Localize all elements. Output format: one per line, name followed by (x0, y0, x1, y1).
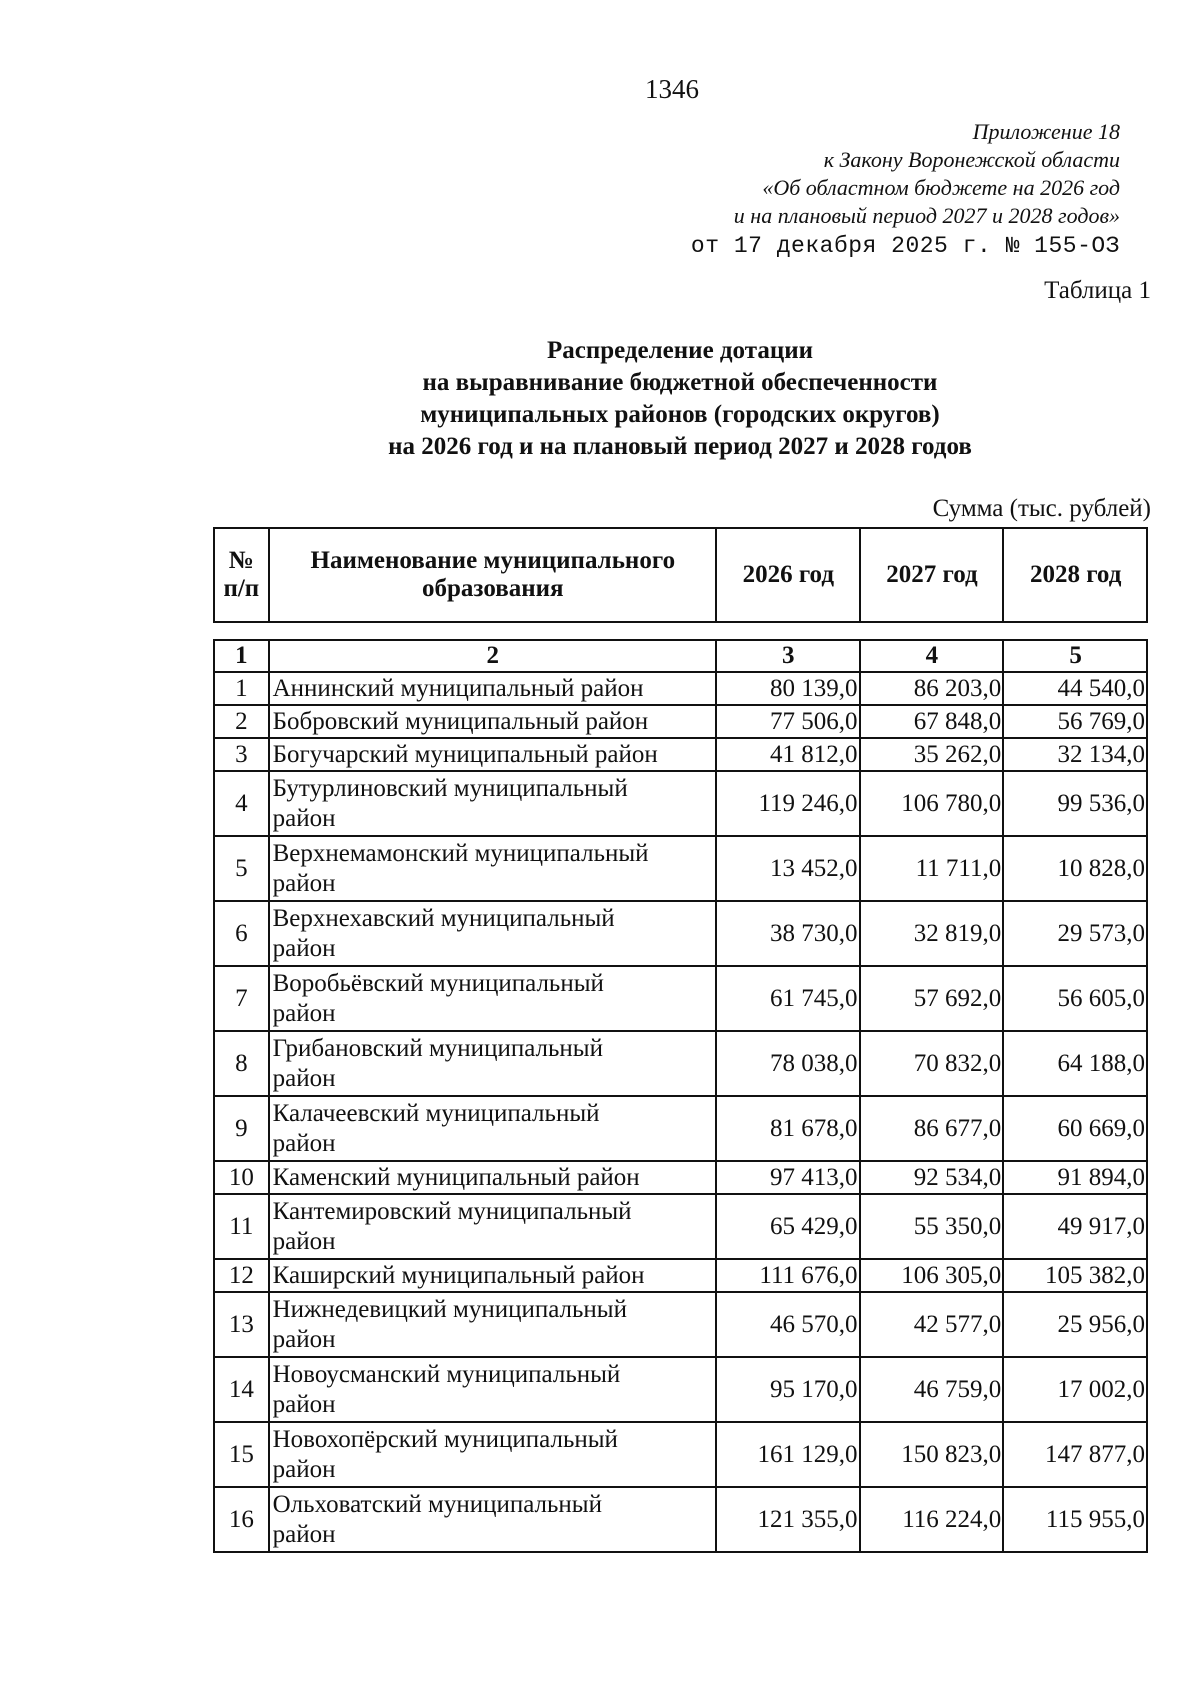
column-number: 1 (214, 640, 269, 672)
appendix-line: Приложение 18 (972, 119, 1120, 144)
law-date: от 17 декабря 2025 г. № 155-ОЗ (690, 233, 1120, 259)
row-number: 15 (214, 1422, 269, 1487)
value-2028: 147 877,0 (1003, 1422, 1147, 1487)
row-number: 6 (214, 901, 269, 966)
value-2026: 77 506,0 (716, 705, 860, 738)
municipality-name (269, 1161, 716, 1194)
row-number: 5 (214, 836, 269, 901)
value-2026: 38 730,0 (716, 901, 860, 966)
municipality-name-line: Бутурлиновский муниципальный (272, 774, 628, 802)
table-row (214, 966, 1147, 1031)
municipality-name-line: район (272, 1227, 336, 1255)
municipality-name-line: Богучарский муниципальный район (272, 740, 658, 768)
value-2028: 64 188,0 (1003, 1031, 1147, 1096)
municipality-name (269, 705, 716, 738)
data-table (213, 639, 1148, 1553)
column-number: 5 (1003, 640, 1147, 672)
municipality-name-line: район (272, 1455, 336, 1483)
column-number: 2 (269, 640, 716, 672)
value-2028: 91 894,0 (1003, 1161, 1147, 1194)
value-2026: 61 745,0 (716, 966, 860, 1031)
table-row (214, 1259, 1147, 1292)
table-row (214, 1161, 1147, 1194)
value-2027: 116 224,0 (860, 1487, 1004, 1552)
value-2027: 35 262,0 (860, 738, 1004, 771)
value-2026: 119 246,0 (716, 771, 860, 836)
municipality-name (269, 1096, 716, 1161)
column-number-row (214, 640, 1147, 672)
column-number: 3 (716, 640, 860, 672)
row-number: 8 (214, 1031, 269, 1096)
value-2027: 46 759,0 (860, 1357, 1004, 1422)
table-row (214, 705, 1147, 738)
value-2028: 105 382,0 (1003, 1259, 1147, 1292)
table-row (214, 771, 1147, 836)
row-number: 1 (214, 672, 269, 705)
municipality-name-line: район (272, 869, 336, 897)
value-2026: 97 413,0 (716, 1161, 860, 1194)
appendix-line: и на плановый период 2027 и 2028 годов» (733, 203, 1120, 228)
municipality-name (269, 771, 716, 836)
value-2028: 60 669,0 (1003, 1096, 1147, 1161)
municipality-name (269, 1422, 716, 1487)
table-label: Таблица 1 (1044, 277, 1151, 304)
value-2028: 25 956,0 (1003, 1292, 1147, 1357)
header-2027: 2027 год (860, 528, 1004, 622)
table-row (214, 1096, 1147, 1161)
value-2026: 78 038,0 (716, 1031, 860, 1096)
value-2027: 67 848,0 (860, 705, 1004, 738)
municipality-name-line: Новохопёрский муниципальный (272, 1425, 618, 1453)
municipality-name (269, 1487, 716, 1552)
row-number: 16 (214, 1487, 269, 1552)
municipality-name (269, 966, 716, 1031)
title-line: муниципальных районов (городских округов) (420, 401, 940, 428)
value-2026: 80 139,0 (716, 672, 860, 705)
value-2026: 46 570,0 (716, 1292, 860, 1357)
municipality-name (269, 738, 716, 771)
municipality-name-line: Каменский муниципальный район (272, 1163, 640, 1191)
municipality-name-line: Бобровский муниципальный район (272, 707, 649, 735)
value-2027: 106 305,0 (860, 1259, 1004, 1292)
value-2026: 81 678,0 (716, 1096, 860, 1161)
municipality-name-line: район (272, 934, 336, 962)
value-2026: 161 129,0 (716, 1422, 860, 1487)
value-2027: 55 350,0 (860, 1194, 1004, 1259)
municipality-name (269, 901, 716, 966)
value-2026: 13 452,0 (716, 836, 860, 901)
row-number: 2 (214, 705, 269, 738)
table-row (214, 1422, 1147, 1487)
row-number: 9 (214, 1096, 269, 1161)
municipality-name-line: Каширский муниципальный район (272, 1261, 645, 1289)
table-row (214, 1357, 1147, 1422)
value-2028: 32 134,0 (1003, 738, 1147, 771)
municipality-name (269, 836, 716, 901)
municipality-name-line: Калачеевский муниципальный (272, 1099, 600, 1127)
municipality-name (269, 1292, 716, 1357)
header-num: № п/п (214, 528, 269, 622)
municipality-name-line: район (272, 999, 336, 1027)
value-2028: 56 605,0 (1003, 966, 1147, 1031)
table-row (214, 672, 1147, 705)
value-2028: 56 769,0 (1003, 705, 1147, 738)
row-number: 4 (214, 771, 269, 836)
units-label: Сумма (тыс. рублей) (932, 495, 1151, 522)
appendix-line: к Закону Воронежской области (823, 147, 1120, 172)
row-number: 10 (214, 1161, 269, 1194)
title-line: на выравнивание бюджетной обеспеченности (422, 369, 938, 396)
value-2026: 41 812,0 (716, 738, 860, 771)
row-number: 14 (214, 1357, 269, 1422)
municipality-name (269, 1031, 716, 1096)
row-number: 3 (214, 738, 269, 771)
value-2027: 42 577,0 (860, 1292, 1004, 1357)
table-row (214, 1194, 1147, 1259)
value-2028: 10 828,0 (1003, 836, 1147, 901)
row-number: 11 (214, 1194, 269, 1259)
value-2028: 29 573,0 (1003, 901, 1147, 966)
value-2026: 121 355,0 (716, 1487, 860, 1552)
title-line: на 2026 год и на плановый период 2027 и 2028 годов (388, 433, 972, 460)
value-2027: 150 823,0 (860, 1422, 1004, 1487)
value-2027: 86 677,0 (860, 1096, 1004, 1161)
row-number: 7 (214, 966, 269, 1031)
table-row (214, 901, 1147, 966)
value-2026: 95 170,0 (716, 1357, 860, 1422)
municipality-name-line: Аннинский муниципальный район (272, 674, 644, 702)
table-row (214, 1031, 1147, 1096)
value-2028: 99 536,0 (1003, 771, 1147, 836)
value-2027: 57 692,0 (860, 966, 1004, 1031)
appendix-line: «Об областном бюджете на 2026 год (762, 175, 1120, 200)
municipality-name-line: район (272, 804, 336, 832)
header-name: Наименование муниципального образования (269, 528, 716, 622)
municipality-name-line: район (272, 1390, 336, 1418)
value-2027: 32 819,0 (860, 901, 1004, 966)
value-2027: 106 780,0 (860, 771, 1004, 836)
municipality-name-line: район (272, 1064, 336, 1092)
value-2026: 65 429,0 (716, 1194, 860, 1259)
table-row (214, 1487, 1147, 1552)
value-2027: 70 832,0 (860, 1031, 1004, 1096)
row-number: 13 (214, 1292, 269, 1357)
municipality-name-line: Кантемировский муниципальный (272, 1197, 632, 1225)
value-2026: 111 676,0 (716, 1259, 860, 1292)
municipality-name-line: район (272, 1129, 336, 1157)
appendix-header (691, 118, 1120, 260)
municipality-name-line: Воробьёвский муниципальный (272, 969, 604, 997)
municipality-name-line: Нижнедевицкий муниципальный (272, 1295, 627, 1323)
value-2027: 11 711,0 (860, 836, 1004, 901)
value-2028: 115 955,0 (1003, 1487, 1147, 1552)
municipality-name-line: Ольховатский муниципальный (272, 1490, 602, 1518)
table-row (214, 738, 1147, 771)
column-number: 4 (860, 640, 1004, 672)
value-2027: 86 203,0 (860, 672, 1004, 705)
value-2027: 92 534,0 (860, 1161, 1004, 1194)
municipality-name (269, 1259, 716, 1292)
document-title (0, 335, 1200, 463)
municipality-name-line: Верхнемамонский муниципальный (272, 839, 649, 867)
municipality-name (269, 672, 716, 705)
value-2028: 44 540,0 (1003, 672, 1147, 705)
municipality-name-line: Грибановский муниципальный (272, 1034, 603, 1062)
header-2026: 2026 год (716, 528, 860, 622)
header-2028: 2028 год (1003, 528, 1147, 622)
table-row (214, 1292, 1147, 1357)
row-number: 12 (214, 1259, 269, 1292)
page-number: 1346 (645, 74, 699, 104)
value-2028: 17 002,0 (1003, 1357, 1147, 1422)
municipality-name-line: Верхнехавский муниципальный (272, 904, 615, 932)
municipality-name-line: Новоусманский муниципальный (272, 1360, 621, 1388)
municipality-name (269, 1357, 716, 1422)
municipality-name-line: район (272, 1325, 336, 1353)
value-2028: 49 917,0 (1003, 1194, 1147, 1259)
table-header (213, 527, 1148, 623)
municipality-name (269, 1194, 716, 1259)
table-row (214, 836, 1147, 901)
title-line: Распределение дотации (546, 337, 814, 364)
municipality-name-line: район (272, 1520, 336, 1548)
